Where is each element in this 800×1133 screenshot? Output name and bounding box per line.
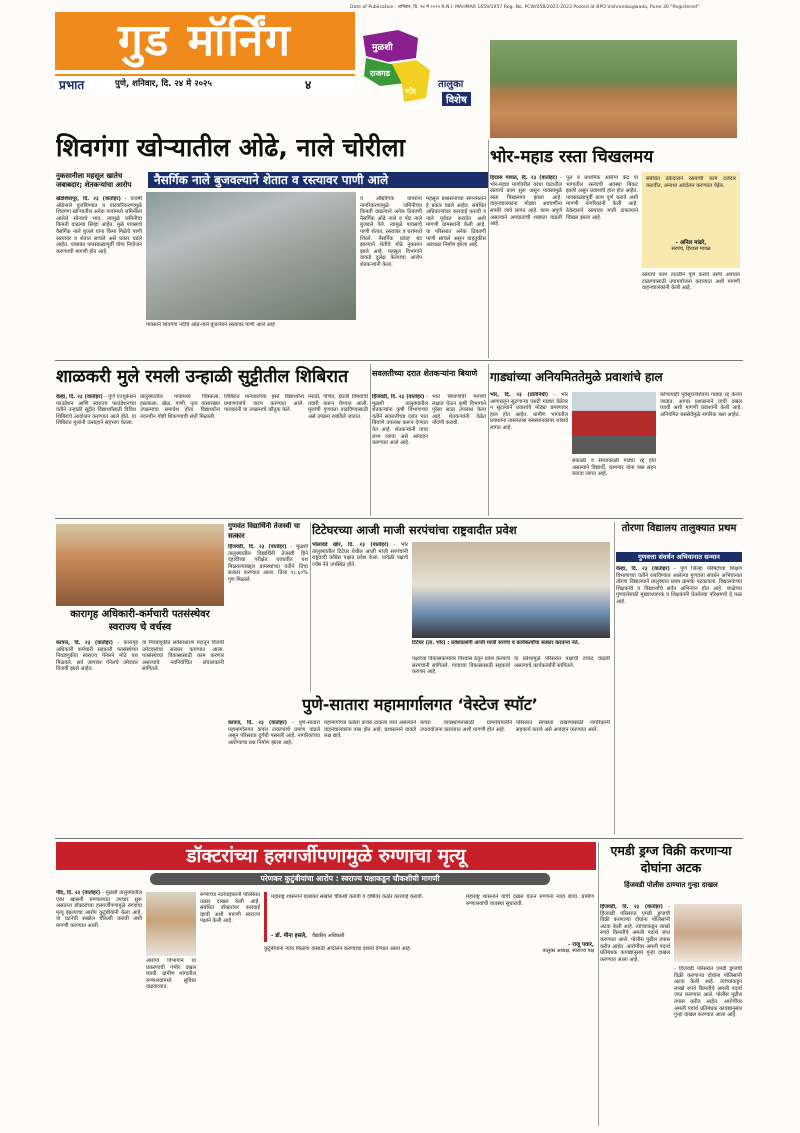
story2-col3: रस्त्याचे काम तातडीने पूर्ण करावे तसेच अपघात टाळण्यासाठी उपाययोजना कराव्यात अशी मागणी वाहनचालकांनी केली आहे.	[642, 272, 740, 292]
story12-body	[600, 904, 670, 1126]
story7-col1-text: - कारागृह अधिकारी कर्मचारी सहकारी पतसंस्थेच्या निवडणुकीत स्वराज्य पॅनेलने मोठे यश मिळवले. सर्व जागांवर पॅनेलचे उमेदवार विजयी झाले आहेत.	[56, 640, 138, 673]
divider	[598, 842, 599, 1126]
place-date: पुणे, शनिवार, दि. २४ मे २०२५	[115, 79, 212, 89]
story9-headline: तोरणा विद्यालय तालुक्यात प्रथम	[621, 523, 737, 534]
story11-quote2: महाराष्ट्र शासनाने याची दखल घेऊन रुग्णांना न्याय द्यावा. ग्रामीण रुग्णालयांची व्यवस्था सुधारावी.	[466, 894, 594, 907]
story10-col4: परिसरात स्वच्छता राखण्यासाठी नागरिकांनी सहकार्य करावे असे आवाहन करण्यात आले.	[516, 720, 610, 733]
divider	[614, 522, 615, 834]
photo-muddy-road	[490, 40, 737, 138]
story8-col1-text: - भोर तालुक्यातील टिटेघर येथील आजी माजी सरपंचांनी राष्ट्रवादी काँग्रेस पक्षात प्रवेश केला. यावेळी पक्षाचे ज्येष्ठ नेते उपस्थित होते.	[312, 542, 408, 568]
story2-quote: संबंधित ठेकेदाराने रस्त्याची कामे दर्जेदार करावीत, अन्यथा आंदोलन करण्यात येईल.	[646, 176, 736, 189]
story2-headline: भोर-महाड रस्ता चिखलमय	[490, 147, 654, 167]
story11-col1-text: - मुळशी तालुक्यातील एका खासगी रुग्णालयात उपचार सुरू असताना डॉक्टरांच्या हलगर्जीपणामुळे रुग्णाचा मृत्यू झाल्याचा आरोप कुटुंबीयांनी केला आहे. या घटनेची सखोल चौकशी करावी अशी मागणी करण्यात आली.	[56, 890, 142, 929]
story2-col1	[490, 175, 562, 355]
story5-col1-text: - भोर आगारातून सुटणाऱ्या एसटी गाड्या वेळेवर न सुटल्याने प्रवाशांचे मोठ्या प्रमाणावर हाल होत आहेत. ग्रामीण भागातील प्रवाशांना तासनतास बसस्थानकावर थांबावे लागत आहे.	[490, 392, 568, 431]
divider	[488, 364, 489, 516]
story5-headline: गाड्यांच्या अनियमिततेमुळे प्रवाशांचे हाल	[490, 370, 663, 384]
story2-quote-author: - अनिल मांढरे,	[675, 240, 707, 246]
story1-kicker: नुकसानीला महसूल खातेच जबाबदार; शेतकऱ्यांचा आरोप	[56, 172, 132, 189]
story5-dateline: भोर, दि. २३ (प्रतिनिधी)	[490, 392, 549, 398]
story11-col4: कुटुंबीयांना न्याय मिळावा यासाठी आंदोलन करण्याचा इशारा देण्यात आला आहे.	[264, 946, 412, 952]
story8-col1	[312, 542, 408, 652]
story4-dateline: हिंजवडी, दि. २३ (वार्ताहर)	[372, 394, 425, 400]
story10-col1-text: - पुणे-सातारा महामार्गालगत कचरा टाकण्याचे प्रमाण वाढले असून परिसरात दुर्गंधी पसरली आहे. नागरिकांच्या आरोग्याचा प्रश्न निर्माण झाला आहे.	[228, 720, 320, 746]
story6-body-text: - मुळशी तालुक्यातील विद्यार्थिनी तेजस्वी हिने दहावीच्या परीक्षेत घवघवीत यश मिळवल्याबद्दल ग्रामस्थांच्या वतीने तिचा सत्कार करण्यात आला. तिला ९८.६०% गुण मिळाले.	[228, 544, 308, 583]
story9-dateline: वेल्हा, दि. २३ (वार्ताहर)	[616, 566, 670, 572]
story11-quote-box	[264, 892, 460, 942]
story11-subhead: परेणकर कुटुंबीयांचा आरोप : स्वराज्य पक्षाकडून चौकशीची मागणी	[150, 873, 550, 885]
divider	[488, 140, 489, 358]
story7-col1	[56, 640, 138, 834]
story6-kicker: गुणवंत विद्यार्थिनी तेजस्वी चा सत्कार	[228, 522, 300, 540]
story12-body-cont: - हिंजवडी परिसरात एमडी ड्रग्जची विक्री करणाऱ्या दोघांना पोलिसांनी अटक केली आहे. त्यांच्याकडून लाखो रुपये किमतीचे अमली पदार्थ जप्त करण्यात आले. पोलीस पुढील तपास करीत आहेत. आरोपींवर अमली पदार्थ प्रतिबंधक कायद्यानुसार गुन्हा दाखल करण्यात आला आहे.	[674, 966, 742, 1019]
story11-quote-role: वैद्यकीय अधिकारी	[312, 933, 345, 939]
publisher-name: प्रभात	[59, 78, 85, 92]
region-map	[358, 28, 493, 108]
story10-col2: महामार्गाच्या कडेला कचरा टाकला जात असल्याने वाहनचालकांना त्रास होत आहे. प्रशासनाने याकडे लक्ष द्यावे.	[324, 720, 416, 740]
photo-patsanstha-group	[56, 524, 224, 606]
story4-kicker: सवलतीच्या दरात शेतकऱ्यांना बियाणे	[372, 369, 478, 378]
story12-body-text: - हिंजवडी परिसरात एमडी ड्रग्जची विक्री करणाऱ्या दोघांना पोलिसांनी अटक केली आहे. त्यांच्याकडून लाखो रुपये किमतीचे अमली पदार्थ जप्त करण्यात आले. पोलीस पुढील तपास करीत आहेत. आरोपींवर अमली पदार्थ प्रतिबंधक कायद्यानुसार गुन्हा दाखल करण्यात आला आहे.	[600, 904, 670, 963]
story1-dateline: खेडशिवापूर, दि. २३ (वार्ताहर)	[56, 196, 121, 202]
story2-quote-box	[642, 172, 740, 268]
story10-dateline: कात्रज, दि. २३ (वार्ताहर)	[228, 720, 287, 726]
story1-headline: शिवगंगा खोऱ्यातील ओढे, नाले चोरीला	[56, 133, 406, 162]
story12-headline: एमडी ड्रग्ज विक्री करणाऱ्या दोघांना अटक	[610, 843, 732, 875]
story7-dateline: कात्रज, दि. २३ (वार्ताहर)	[56, 640, 114, 646]
masthead-logo	[55, 12, 355, 92]
photo-sarpanch-pravesh	[412, 542, 610, 638]
masthead-strip	[55, 74, 355, 90]
divider	[55, 838, 743, 839]
story5-col1	[490, 392, 568, 456]
story3-col1-text: - पुणे एज्युकेशन फाउंडेशन आणि स्वराज्य फाउंडेशनच्या वतीने उन्हाळी सुट्टीत विद्यार्थ्यांसाठी विविध शिबिरांचे आयोजन करण्यात आले होते. या शिबिरात मुलांनी उत्साहाने सहभाग घेतला.	[56, 394, 136, 427]
story2-col2: पूल व प्राथमिक आरोग्य केंद्र या भागातील रस्त्याची अवस्था बिकट झाली असून प्रवाशांचे हाल होत आहेत. पावसाळ्यापूर्वी काम पूर्ण करावे अशी मागणी नागरिकांनी केली आहे. ठेकेदाराने रस्त्यावर माती टाकल्याने चिखल झाला आहे.	[566, 175, 638, 221]
story8-col3: या प्रवेशामुळे परिसरात पक्षाची ताकद वाढली असल्याचे कार्यकर्त्यांनी सांगितले.	[514, 656, 610, 669]
story8-dateline: भोलावडे खोर, दि. २३ (वार्ताहर)	[312, 542, 389, 548]
region-badge: तालुका	[438, 79, 464, 90]
story6-dateline: हिंजवडी, दि. २३ (वार्ताहर)	[228, 544, 287, 550]
story11-col2: रुग्णाच्या नातेवाईकांनी पोलिसात तक्रार दाखल केली आहे. संबंधित डॉक्टरांवर कारवाई व्हावी अशी मागणी स्वराज्य पक्षाने केली आहे.	[200, 892, 260, 925]
story4-col1-text: - मुळशी तालुक्यातील शेतकऱ्यांना कृषी विभागाच्या वतीने सवलतीच्या दरात भात बियाणे उपलब्ध करून देण्यात येत आहे. शेतकऱ्यांनी याचा लाभ घ्यावा असे आवाहन करण्यात आले आहे.	[372, 394, 428, 447]
story1-col1-text: - यावर्षी ओढेनाले बुजविण्यात व वारंवारिकरणामुळे शिवगंगा खोऱ्यातील अनेक गावांमध्ये जमिनीला आलेले सोन्याचे भाव, त्यामुळे जमिनीचा किमती वाढल्या सिव्हा आहेत. मुळे पावसाचे वैसर्गिक नाले बुजले यांना किमा मिळेचे पाणी रस्त्यावर व शेतात साचले असे प्रकार घडले आहेत. याबाबत पावसाळ्यापूर्वी योग्य नियोजन करण्याची मागणी होत आहे.	[56, 196, 142, 255]
photo-shivganga-nala	[146, 192, 356, 320]
story1-subhead: नैसर्गिक नाले बुजवल्याने शेतात व रस्त्यावर पाणी आले	[148, 172, 488, 188]
story12-dateline: हिंजवडी, दि. २३ (वार्ताहर)	[600, 904, 663, 910]
story5-col3: कोणत्याही पूर्वसूचनेशिवाय गाड्या रद्द केल्या जातात. आगार प्रशासनाने याची दखल घ्यावी अशी मागणी प्रवाशांनी केली आहे. अनियमित बससेवेमुळे नागरिक त्रस्त आहेत.	[660, 392, 742, 418]
story3-headline: शाळकरी मुले रमली उन्हाळी सुट्टीतील शिबिरात	[56, 367, 349, 387]
story8-col2: पक्षाच्या विकासकामांवर विश्वास ठेवून प्रवेश केल्याचे सरपंचांनी सांगितले. गावाच्या विकासासाठी सहकार्य करणार आहे.	[412, 656, 510, 676]
divider	[370, 364, 371, 516]
story11-quote2-box	[464, 892, 596, 962]
publication-info: Date of Publication : शनिवार, दि. २४ मे २०२५ R.N.I. MAHMAR 1659/1957 Reg. No. PCW/058/2021-2023 Posted at BPO Vishrambagwada, Pune-30 "Registered"	[350, 5, 700, 10]
page-number: ४	[305, 78, 312, 92]
divider	[55, 360, 743, 361]
story5-col2: सकाळी व संध्याकाळी गाड्या रद्द होत असल्याने विद्यार्थी, कामगार यांना त्रास सहन करावा लागत आहे.	[572, 458, 656, 478]
story1-caption: पावसाने शिवगंगा नदीचे ओढे-नाले बुजल्याने रस्त्यावर पाणी आले आहे	[146, 322, 275, 328]
story3-col3: शिबिरात मान्यवरांच्या हस्ते विद्यार्थ्यांना प्रमाणपत्रांचे वाटप करण्यात आले. पालकांनी या उपक्रमाचे कौतुक केले.	[224, 394, 304, 414]
story1-col1	[56, 196, 142, 356]
story3-col1	[56, 394, 136, 514]
region-label-bhor: भोर	[405, 87, 416, 96]
story9-body-text: - पुणे जिल्हा परिषदेच्या शिक्षण विभागाच्या वतीने राबविण्यात आलेल्या गुणवत्ता संवर्धन अभियानात तोरणा विद्यालयाने तालुक्यात प्रथम क्रमांक पटकावला. विद्यालयाच्या शिक्षकांचे व विद्यार्थ्यांचे सर्वत्र अभिनंदन होत आहे. शाळेच्या गुणवत्तेसाठी मुख्याध्यापक व शिक्षकांनी घेतलेल्या परिश्रमाचे हे फळ आहे.	[616, 566, 742, 605]
story7-col2: या निवडणुकीत सर्वसाधारण गटातून विजयी उमेदवारांचा सत्कार करण्यात आला. पतसंस्थेच्या विकासासाठी काम करणार असल्याचे नवनिर्वाचित संचालकांनी सांगितले.	[142, 640, 224, 673]
story6-body	[228, 544, 308, 654]
story11-headline: डॉक्टरांच्या हलगर्जीपणामुळे रुग्णाचा मृत्यू	[56, 842, 596, 870]
story4-col1	[372, 394, 428, 514]
story12-subhead: हिंजवडी पोलीस ठाण्यात गुन्हा दाखल	[624, 881, 718, 889]
story9-subhead: गुणवत्ता संवर्धन अभियानात सन्मान	[616, 552, 742, 562]
story3-dateline: वेल्हा, दि. २३ (वार्ताहर)	[56, 394, 103, 400]
story11-quote2-author: - राजू पवार,	[568, 942, 594, 948]
story2-dateline: हिरडस मावळ, दि. २३ (वार्ताहर)	[490, 175, 558, 181]
story11-dateline: पौड, दि. २३ (वार्ताहर)	[56, 890, 101, 896]
story11-quote: महाराष्ट्र शासनाने याबाबत सखोल चौकशी करावी व दोषींवर कठोर कारवाई करावी.	[271, 894, 424, 900]
story10-headline: पुणे-सातारा महामार्गालगत ‘वेस्टेज स्पॉट’	[302, 695, 538, 714]
photo-drugs-illustration	[674, 904, 742, 962]
photo-st-bus	[572, 392, 656, 454]
story9-body	[616, 566, 742, 834]
story2-quote-role: सरपंच, हिरडस मावळ	[671, 246, 711, 252]
story3-col2: तालुक्यातील गावांमध्ये चित्रकला, हस्तकला, खेळ, गाणी, नृत्य यांसारख्या उपक्रमांचा समावेश होता. विद्यार्थ्यांना नवनवीन गोष्टी शिकण्याची संधी मिळाली.	[140, 394, 220, 420]
story4-col2: भात बियाणांची मागणी लक्षात घेऊन कृषी विभागाने पुरेसा साठा उपलब्ध केला आहे. शेतकऱ्यांनी वेळेत नोंदणी करावी.	[432, 394, 486, 427]
story11-col3: आरोग्य विभागाने या प्रकरणाची गंभीर दखल घ्यावी. ग्रामीण भागातील रुग्णालयांमध्ये सुविधा वाढवाव्यात.	[146, 958, 196, 991]
masthead-title: गुड मॉर्निंग	[55, 12, 355, 70]
photo-deceased-portrait	[146, 892, 196, 956]
story11-col1	[56, 890, 142, 1125]
region-label-mulshi: मुळशी	[372, 43, 393, 53]
story2-col1-text: - भोर-महाड मार्गावरील वरंधा घाटातील रस्त्याचे काम सुरू असून पावसामुळे रस्ता चिखलमय झाला आहे. वाहनचालकांना मोठ्या अडचणींना सामोरे जावे लागत आहे. काम अपूर्ण असल्याने अपघातांची शक्यता वाढली आहे.	[490, 175, 562, 228]
story1-col3: व औद्योगिक वापरांना नागरिकरणामुळे जमिनीच्या किमती वाढल्याने अनेक ठिकाणी नैसर्गिक ओढे नाले व पोट नाले बुजवले गेले. त्यामुळे पावसाचे पाणी शेतात, रस्त्यावर व घरांमध्ये शिरले. नैसर्गिक प्रवाह बंद झाल्याने शेतीचे मोठे नुकसान झाले आहे. महसूल विभागाने याकडे दुर्लक्ष केल्याचा आरोप शेतकऱ्यांनी केला.	[360, 196, 422, 268]
story11-quote2-role: तालुका अध्यक्ष, स्वराज्य पक्ष	[542, 948, 594, 954]
region-label-rajgad: राजगड	[370, 69, 391, 78]
story8-caption: टिटेघर (ता. भोर) : प्रवेशाप्रसंगी आजी माजी सरपंच व कार्यकर्त्यांचा सत्कार करताना नेते.	[412, 640, 580, 646]
divider	[310, 522, 311, 692]
story8-headline: टिटेघरच्या आजी माजी सरपंचांचा राष्ट्रवादीत प्रवेश	[312, 523, 517, 537]
divider	[55, 518, 743, 519]
story10-col1	[228, 720, 320, 834]
region-badge-sub: विशेष	[442, 92, 471, 106]
story10-col3: कचरा व्यवस्थापनासाठी ग्रामपंचायतीने उपाययोजना कराव्यात अशी मागणी होत आहे.	[420, 720, 512, 733]
story1-col4: महसूल प्रशासनाच्या संगनमताने हे प्रकार घडले आहेत. संबंधित अधिकाऱ्यांवर कारवाई करावी व नाले पूर्ववत करावेत अशी मागणी ग्रामस्थांनी केली आहे. या परिसरात अनेक ठिकाणी पाणी साचले असून वाहतुकीस अडथळा निर्माण झाला आहे.	[426, 196, 486, 249]
story7-headline: कारागृह अधिकारी-कर्मचारी पतसंस्थेवर स्वराज्य चे वर्चस्व	[70, 609, 210, 633]
story3-col4: मराठी, गणित, इंग्रजी विषयांची तयारी करून घेण्यात आली. मुलांची गुणवत्ता वाढविण्यासाठी असे उपक्रम राबविले जातात.	[308, 394, 368, 420]
story11-quote-author: - डॉ. मीना हसले,	[271, 933, 308, 939]
